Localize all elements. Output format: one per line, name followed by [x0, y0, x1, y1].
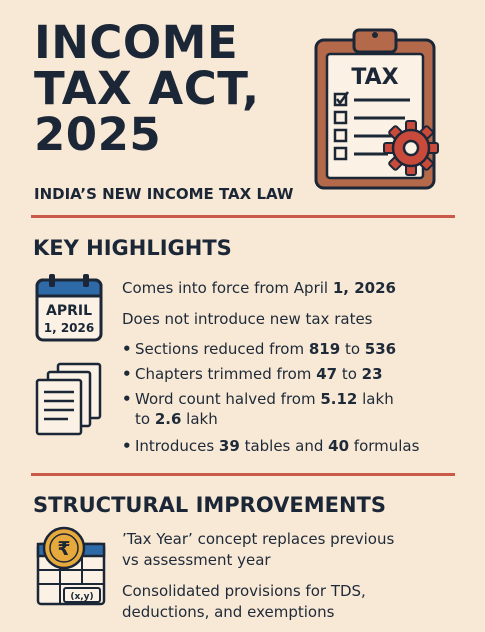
page-title: [34, 16, 334, 161]
rupee-symbol: ₹: [57, 538, 71, 560]
structural-heading: STRUCTURAL IMPROVEMENTS: [33, 493, 387, 517]
title-line-3: 2025: [34, 108, 162, 161]
list-item-sections: • Sections reduced from 819 to 536: [122, 340, 397, 358]
subtitle: INDIA’S NEW INCOME TAX LAW: [34, 185, 294, 203]
list-item-word-count: • Word count halved from 5.12 lakh: [122, 390, 394, 408]
gear-icon: [383, 120, 439, 176]
divider-1: [31, 215, 455, 218]
consolidated-line-2: deductions, and exemptions: [122, 603, 335, 621]
calendar-date: 1, 2026: [43, 321, 95, 335]
calendar-month: APRIL: [45, 303, 93, 319]
tax-year-line-1: ’Tax Year’ concept replaces previous: [122, 530, 395, 548]
key-highlights-heading: KEY HIGHLIGHTS: [33, 236, 232, 260]
tax-year-line-2: vs assessment year: [122, 551, 271, 569]
list-item-tables: • Introduces 39 tables and 40 formulas: [122, 437, 420, 455]
title-line-1: INCOME: [34, 16, 239, 69]
divider-2: [31, 473, 455, 476]
list-item-chapters: • Chapters trimmed from 47 to 23: [122, 365, 383, 383]
clipboard-label: TAX: [351, 65, 399, 90]
documents-icon: [34, 360, 106, 438]
calendar-icon: [34, 272, 104, 344]
rupee-coin-icon: [40, 524, 88, 572]
consolidated-line-1: Consolidated provisions for TDS,: [122, 582, 366, 600]
list-item-word-count-line2: to 2.6 lakh: [135, 410, 218, 428]
formula-label: (x,y): [70, 592, 94, 602]
force-date-text: Comes into force from April 1, 2026: [122, 279, 396, 297]
title-line-2: TAX ACT,: [34, 62, 260, 115]
no-new-rates-text: Does not introduce new tax rates: [122, 310, 373, 328]
